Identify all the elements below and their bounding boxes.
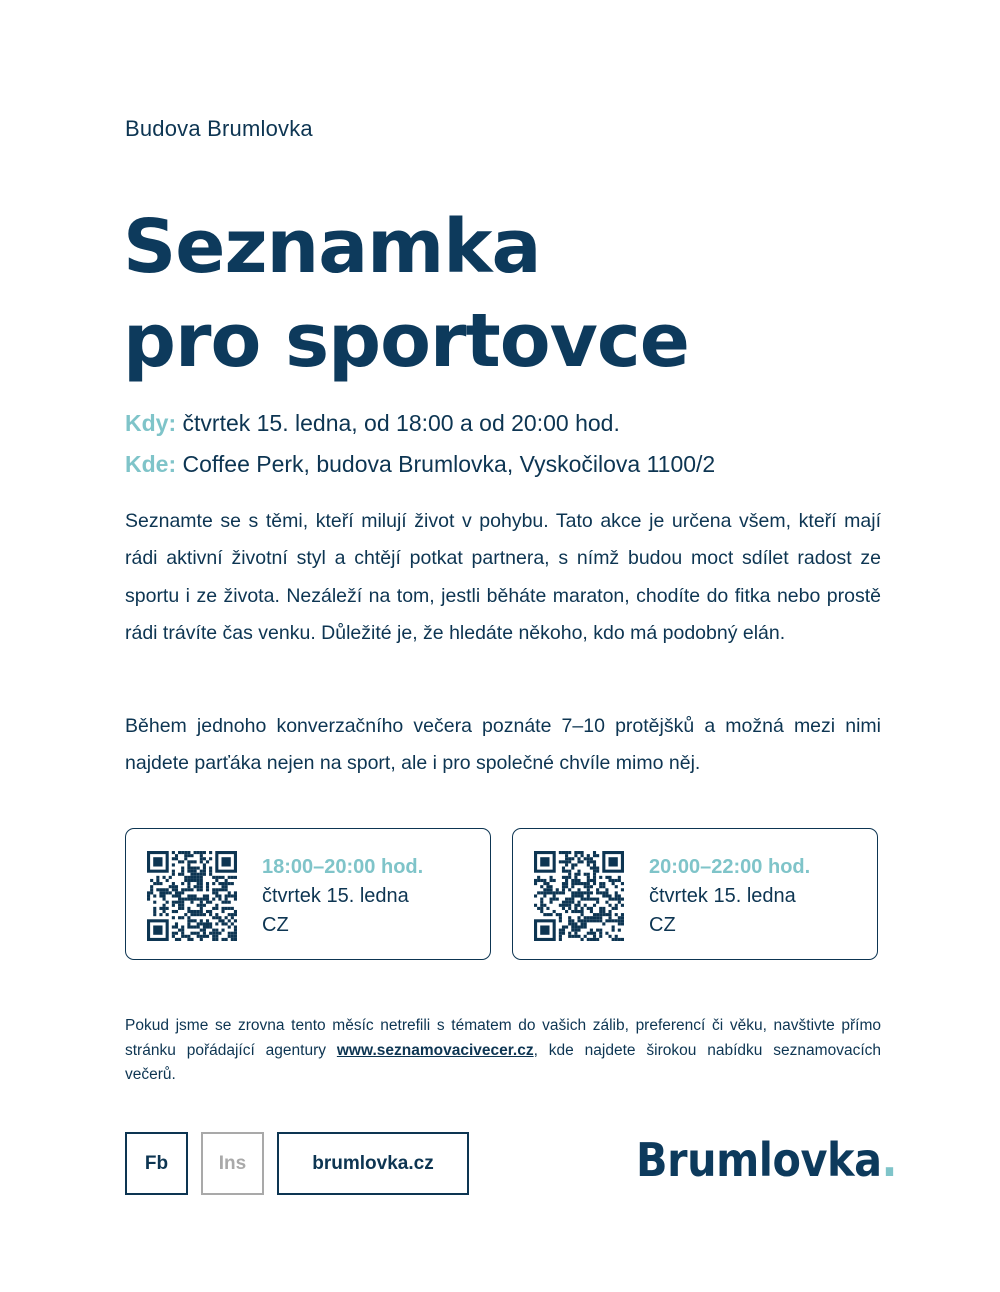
footer-note-text: Pokud jsme se zrovna tento měsíc netrefili s tématem do vašich zálib, preferencí či věku, navštivte přímo stránku pořádající agentury [125, 1017, 881, 1059]
logo-dot: . [881, 1133, 897, 1187]
title-line-1: Seznamka [123, 204, 541, 290]
logo-text: Brumlovka [636, 1133, 882, 1187]
page-title [123, 200, 689, 388]
qr-code-icon[interactable] [147, 851, 237, 941]
when-row [125, 410, 620, 437]
where-value: Coffee Perk, budova Brumlovka, Vyskočilova 1100/2 [176, 451, 716, 477]
venue-eyebrow: Budova Brumlovka [125, 116, 313, 141]
footer-note [125, 1014, 881, 1088]
session-language: CZ [649, 914, 676, 936]
when-label: Kdy: [125, 410, 177, 436]
brumlovka-logo [636, 1133, 897, 1187]
qr-code-icon[interactable] [534, 851, 624, 941]
where-label: Kde: [125, 451, 177, 477]
description-paragraph-1: Seznamte se s těmi, kteří milují život v pohybu. Tato akce je určena všem, kteří mají rádi aktivní životní styl a chtějí potkat partnera, s nímž budou moct sdílet radost ze sportu i ze života. Nezáleží na tom, jestli běháte maraton, chodíte do fitka nebo prostě rádi trávíte čas venku. Důležité je, že hledáte někoho, kdo má podobný elán. [125, 510, 881, 644]
description-paragraph-2: Během jednoho konverzačního večera poznáte 7–10 protějšků a možná mezi nimi najdete parťáka nejen na sport, ale i pro společné chvíle mimo něj. [125, 715, 881, 775]
agency-link[interactable]: www.seznamovacivecer.cz [336, 1041, 534, 1059]
session-time: 18:00–20:00 hod. [262, 856, 424, 878]
session-language: CZ [262, 914, 289, 936]
where-row [125, 451, 715, 478]
title-line-2: pro sportovce [123, 298, 689, 384]
session-details [649, 853, 810, 940]
session-card-2[interactable] [512, 828, 878, 960]
session-date: čtvrtek 15. ledna [649, 885, 796, 907]
session-time: 20:00–22:00 hod. [649, 856, 811, 878]
session-card-1[interactable] [125, 828, 491, 960]
session-date: čtvrtek 15. ledna [262, 885, 409, 907]
facebook-button[interactable]: Fb [125, 1132, 188, 1195]
when-value: čtvrtek 15. ledna, od 18:00 a od 20:00 hod. [176, 410, 620, 436]
instagram-button[interactable]: Ins [201, 1132, 264, 1195]
session-details [262, 853, 423, 940]
footer-note-text-end: , kde najdete širokou nabídku seznamovacích večerů. [125, 1041, 881, 1083]
website-button[interactable]: brumlovka.cz [277, 1132, 469, 1195]
